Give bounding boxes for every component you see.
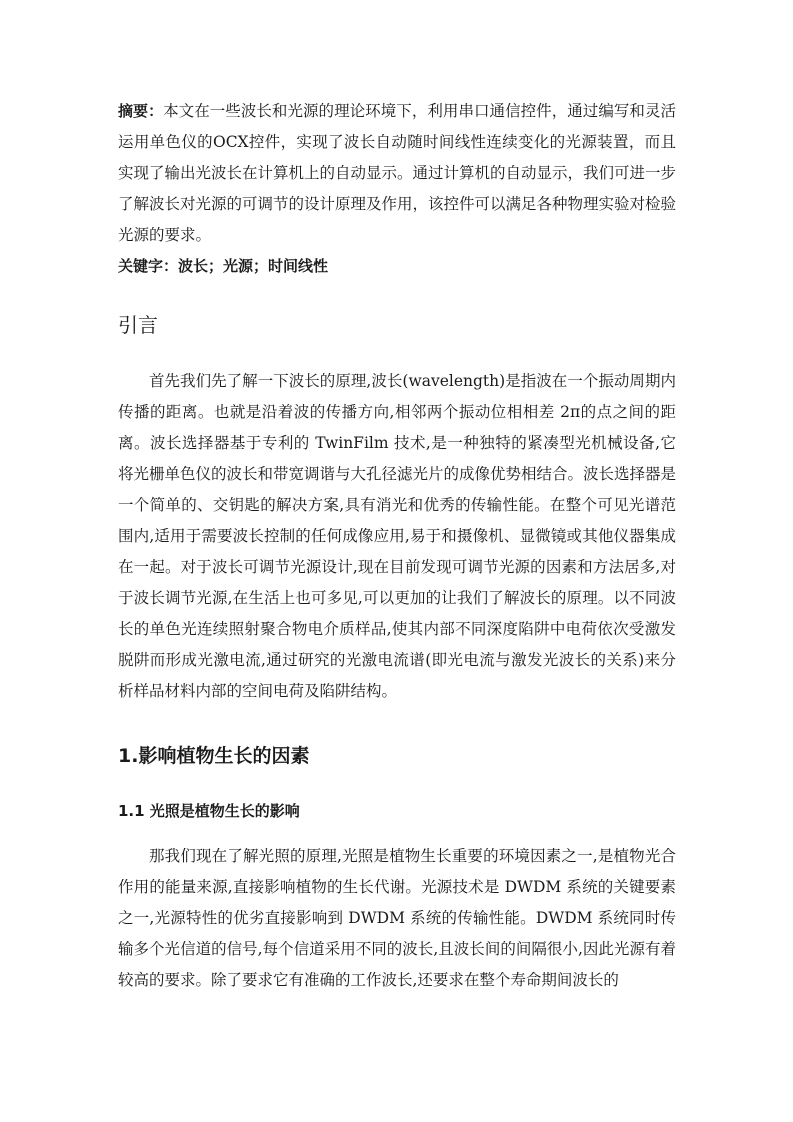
abstract-label: 摘要： — [118, 102, 164, 120]
subsection-heading: 1.1 光照是植物生长的影响 — [118, 802, 300, 820]
keywords-line — [118, 251, 676, 282]
abstract-text: 本文在一些波长和光源的理论环境下，利用串口通信控件，通过编写和灵活运用单色仪的OCX控件，实现了波长自动随时间线性连续变化的光源装置，而且实现了输出光波长在计算机上的自动显示。通过计算机的自动显示，我们可进一步了解波长对光源的可调节的设计原理及作用，该控件可以满足各种物理实验对检验光源的要求。 — [118, 102, 677, 244]
keywords-label: 关键字： — [118, 257, 179, 275]
intro-paragraph: 首先我们先了解一下波长的原理,波长(wavelength)是指波在一个振动周期内传播的距离。也就是沿着波的传播方向,相邻两个振动位相相差 2π的点之间的距离。波长选择器基于专利的 TwinFilm 技术,是一种独特的紧凑型光机械设备,它将光栅单色仪的波长和带宽调谐与大孔径滤光片的成像优势相结合。波长选择器是一个简单的、交钥匙的解决方案,具有消光和优秀的传输性能。在整个可见光谱范围内,适用于需要波长控制的任何成像应用,易于和摄像机、显微镜或其他仪器集成在一起。对于波长可调节光源设计,现在目前发现可调节光源的因素和方法居多,对于波长调节光源,在生活上也可多见,可以更加的让我们了解波长的原理。以不同波长的单色光连续照射聚合物电介质样品,使其内部不同深度陷阱中电荷依次受激发脱阱而形成光激电流,通过研究的光激电流谱(即光电流与激发光波长的关系)来分析样品材料内部的空间电荷及陷阱结构。 — [118, 372, 677, 700]
page-content — [118, 96, 676, 996]
abstract-paragraph — [118, 96, 676, 251]
subsection-paragraph: 那我们现在了解光照的原理,光照是植物生长重要的环境因素之一,是植物光合作用的能量来源,直接影响植物的生长代谢。光源技术是 DWDM 系统的关键要素之一,光源特性的优劣直接影响到 DWDM 系统的传输性能。DWDM 系统同时传输多个光信道的信号,每个信道采用不同的波长,且波长间的间隔很小,因此光源有着较高的要求。除了要求它有准确的工作波长,还要求在整个寿命期间波长的 — [118, 847, 676, 989]
section1-heading: 1.影响植物生长的因素 — [118, 745, 310, 767]
intro-heading: 引言 — [118, 313, 158, 337]
keywords-text: 波长；光源；时间线性 — [178, 257, 329, 275]
